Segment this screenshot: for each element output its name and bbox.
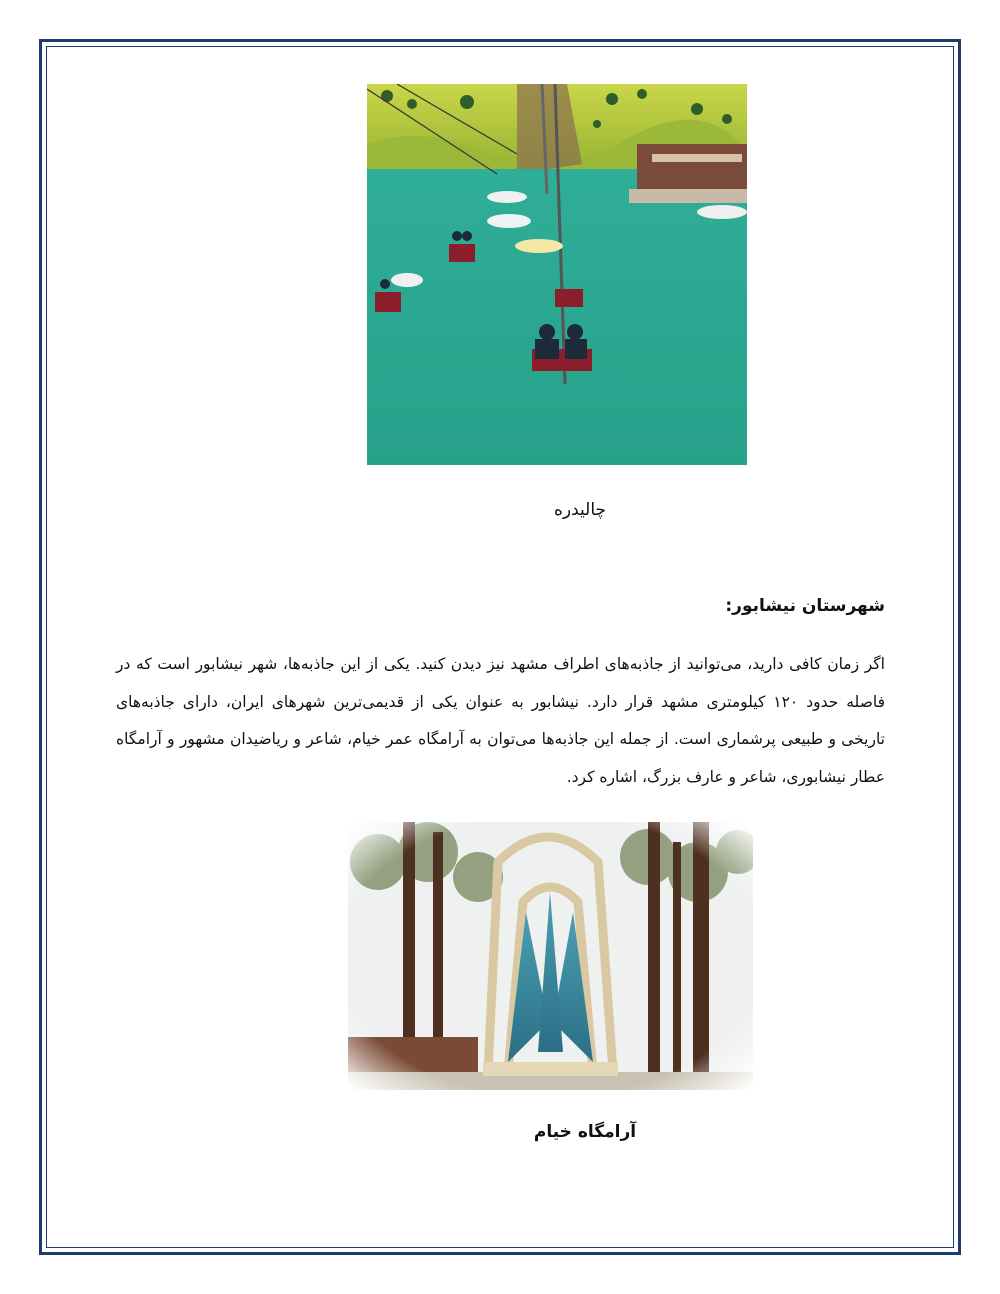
section-paragraph: اگر زمان کافی دارید، می‌توانید از جاذبه‌های اطراف مشهد نیز دیدن کنید. یکی از این جاذبه‌ها، شهر نیشابور است که در فاصله حدود ۱۲۰ کیلومتری مشهد قرار دارد. نیشابور به عنوان یکی از قدیمی‌ترین شهرهای ایران، دارای جاذبه‌های تاریخی و طبیعی پرشماری است. از جمله این جاذبه‌ها می‌توان به آرامگاه عمر خیام، شاعر و ریاضیدان مشهور و آرامگاه عطار نیشابوری، شاعر و عارف بزرگ، اشاره کرد. (116, 655, 885, 786)
section-heading: شهرستان نیشابور: (725, 596, 885, 616)
photo1-caption: چالیدره (553, 500, 607, 520)
photo2-caption: آرامگاه خیام (533, 1122, 637, 1142)
chalidareh-photo (367, 84, 747, 465)
khayyam-tomb-photo (348, 822, 753, 1090)
